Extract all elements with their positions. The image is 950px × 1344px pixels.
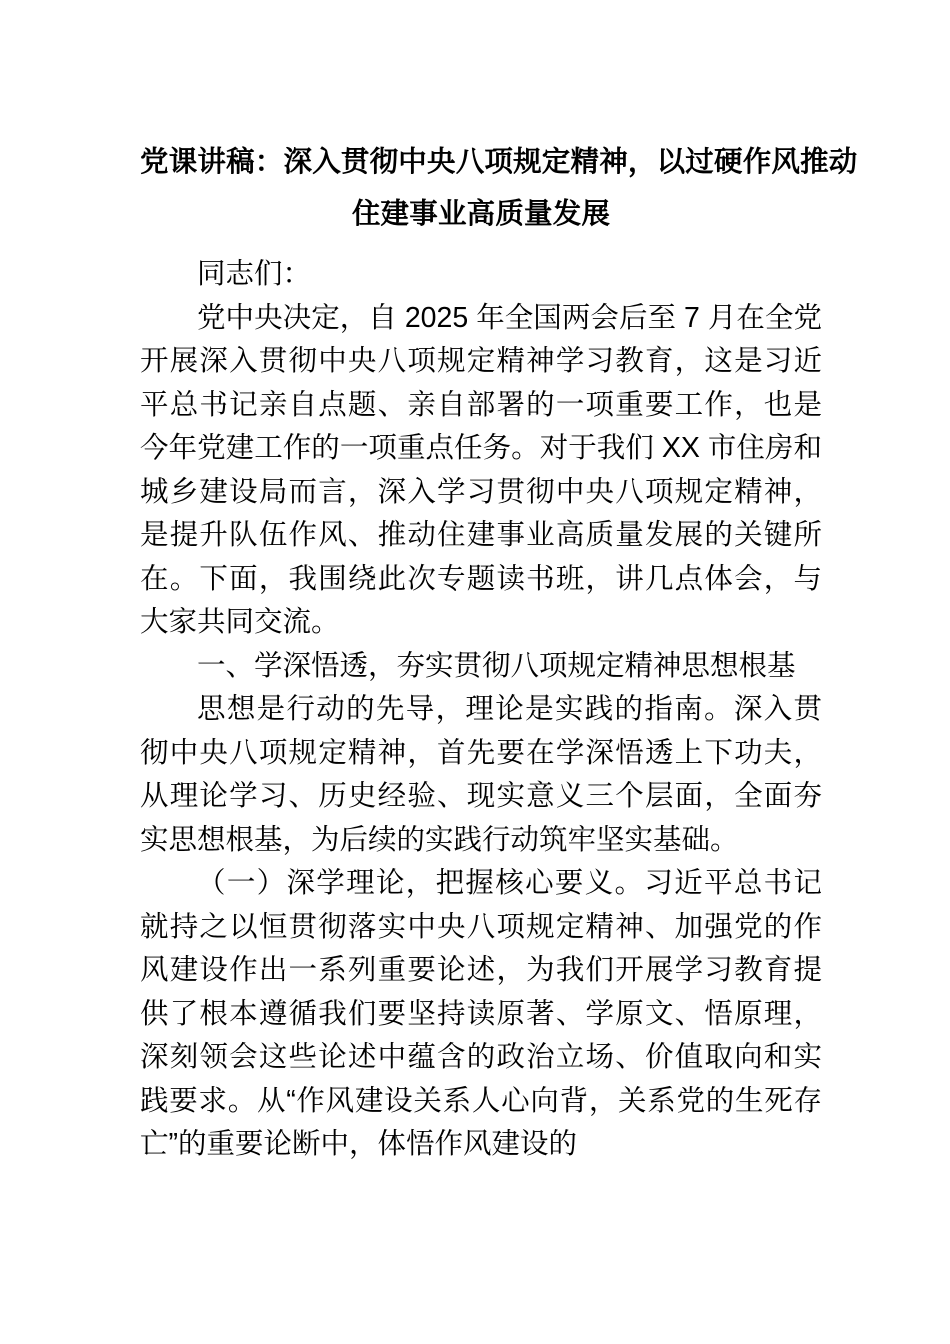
opening-paragraph: 党中央决定，自 2025 年全国两会后至 7 月在全党开展深入贯彻中央八项规定精神学习教育，这是习近平总书记亲自点题、亲自部署的一项重要工作，也是今年党建工作的一项重点任务。对于我们 XX 市住房和城乡建设局而言，深入学习贯彻中央八项规定精神，是提升队伍作风、推动住建事业高质量发展的关键所在。下面，我围绕此次专题读书班，讲几点体会，与大家共同交流。 bbox=[140, 301, 822, 638]
subsection-1-1-paragraph: （一）深学理论，把握核心要义。习近平总书记就持之以恒贯彻落实中央八项规定精神、加强党的作风建设作出一系列重要论述，为我们开展学习教育提供了根本遵循我们要坚持读原著、学原文、悟原理，深刻领会这些论述中蕴含的政治立场、价值取向和实践要求。从“作风建设关系人心向背，关系党的生死存亡”的重要论断中，体悟作风建设的 bbox=[140, 867, 822, 1160]
document-body bbox=[140, 136, 858, 1167]
section-heading-1: 一、学深悟透，夯实贯彻八项规定精神思想根基 bbox=[197, 649, 796, 682]
document-title bbox=[140, 136, 858, 240]
document-title-line-1: 党课讲稿：深入贯彻中央八项规定精神，以过硬作风推动 bbox=[140, 146, 858, 178]
section-1-paragraph-1: 思想是行动的先导，理论是实践的指南。深入贯彻中央八项规定精神，首先要在学深悟透上下功夫，从理论学习、历史经验、现实意义三个层面，全面夯实思想根基，为后续的实践行动筑牢坚实基础。 bbox=[140, 693, 822, 856]
document-title-line-2: 住建事业高质量发展 bbox=[351, 198, 611, 230]
salutation: 同志们： bbox=[197, 258, 312, 290]
